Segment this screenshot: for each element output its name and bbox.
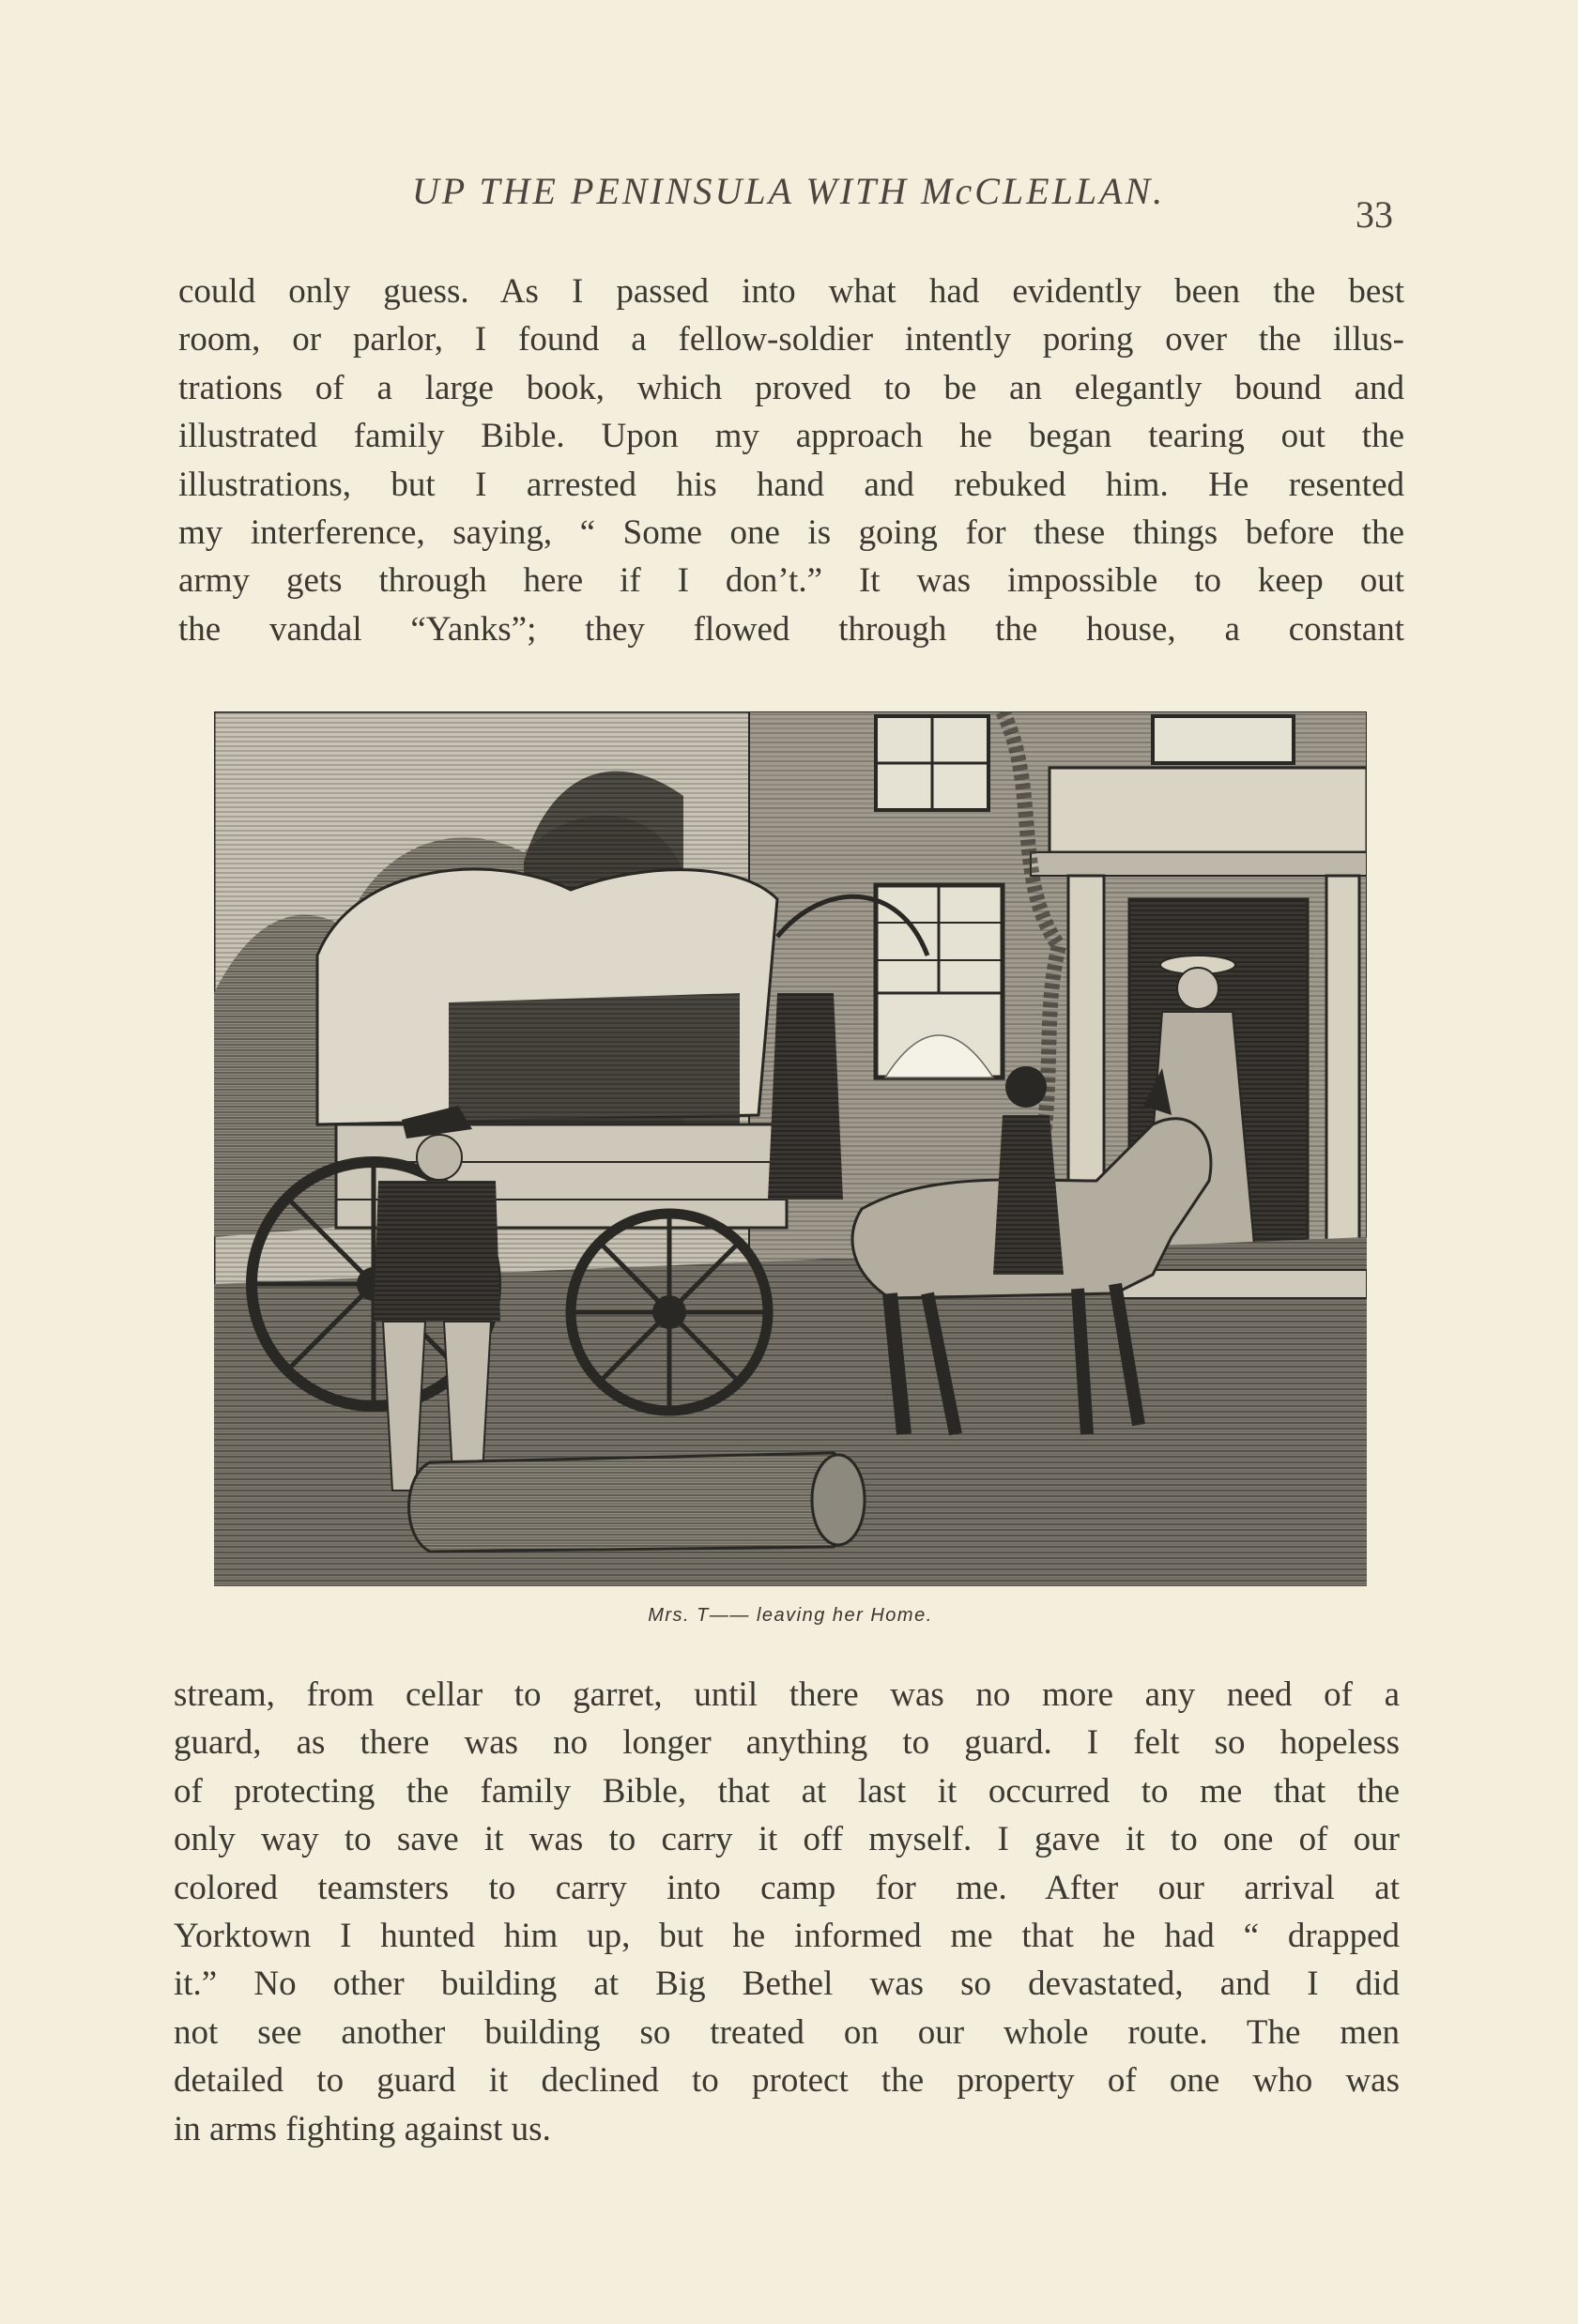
running-head: UP THE PENINSULA WITH McCLELLAN. bbox=[411, 170, 1166, 212]
text-line: in arms fighting against us. bbox=[174, 2109, 551, 2148]
paragraph-top bbox=[178, 268, 1404, 653]
text-line: guard, as there was no longer anything to guard. I felt so hopeless bbox=[174, 1723, 1400, 1763]
text-line: Yorktown I hunted him up, but he informed me that he had “ drapped bbox=[174, 1917, 1400, 1956]
text-line: colored teamsters to carry into camp for me. After our arrival at bbox=[174, 1868, 1400, 1907]
text-line: army gets through here if I don’t.” It was impossible to keep out bbox=[178, 561, 1404, 601]
wagon-driver bbox=[768, 993, 843, 1200]
wagon-occupants bbox=[449, 993, 740, 1129]
figure-caption: Mrs. T—— leaving her Home. bbox=[648, 1605, 933, 1626]
text-line: stream, from cellar to garret, until there was no more any need of a bbox=[174, 1675, 1400, 1714]
text-line: it.” No other building at Big Bethel was so devastated, and I did bbox=[174, 1965, 1400, 2004]
foreground-log bbox=[409, 1453, 855, 1552]
text-line: could only guess. As I passed into what had evidently been the best bbox=[178, 272, 1404, 311]
text-line: my interference, saying, “ Some one is going for these things before the bbox=[178, 513, 1404, 553]
text-line: illustrated family Bible. Upon my approach he began tearing out the bbox=[178, 417, 1404, 456]
engraving-image bbox=[214, 711, 1367, 1586]
text-line: not see another building so treated on our whole route. The men bbox=[174, 2012, 1400, 2052]
text-line: only way to save it was to carry it off myself. I gave it to one of our bbox=[174, 1820, 1400, 1859]
page-number: 33 bbox=[1356, 193, 1393, 236]
porch-roof bbox=[1049, 768, 1367, 852]
paragraph-bottom bbox=[174, 1671, 1400, 2153]
wagon-wheel-front bbox=[571, 1214, 768, 1411]
porch-column bbox=[1326, 876, 1359, 1270]
engraving-illustration bbox=[214, 711, 1367, 1586]
text-line: room, or parlor, I found a fellow-soldier intently poring over the illus- bbox=[178, 320, 1404, 359]
text-line: detailed to guard it declined to protect the property of one who was bbox=[174, 2061, 1400, 2101]
text-line: of protecting the family Bible, that at last it occurred to me that the bbox=[174, 1771, 1400, 1811]
text-line: illustrations, but I arrested his hand and rebuked him. He resented bbox=[178, 465, 1404, 504]
upper-window-right bbox=[1153, 716, 1294, 763]
text-line: trations of a large book, which proved to be an elegantly bound and bbox=[178, 368, 1404, 407]
text-line: the vandal “Yanks”; they flowed through the house, a constant bbox=[178, 609, 1404, 649]
